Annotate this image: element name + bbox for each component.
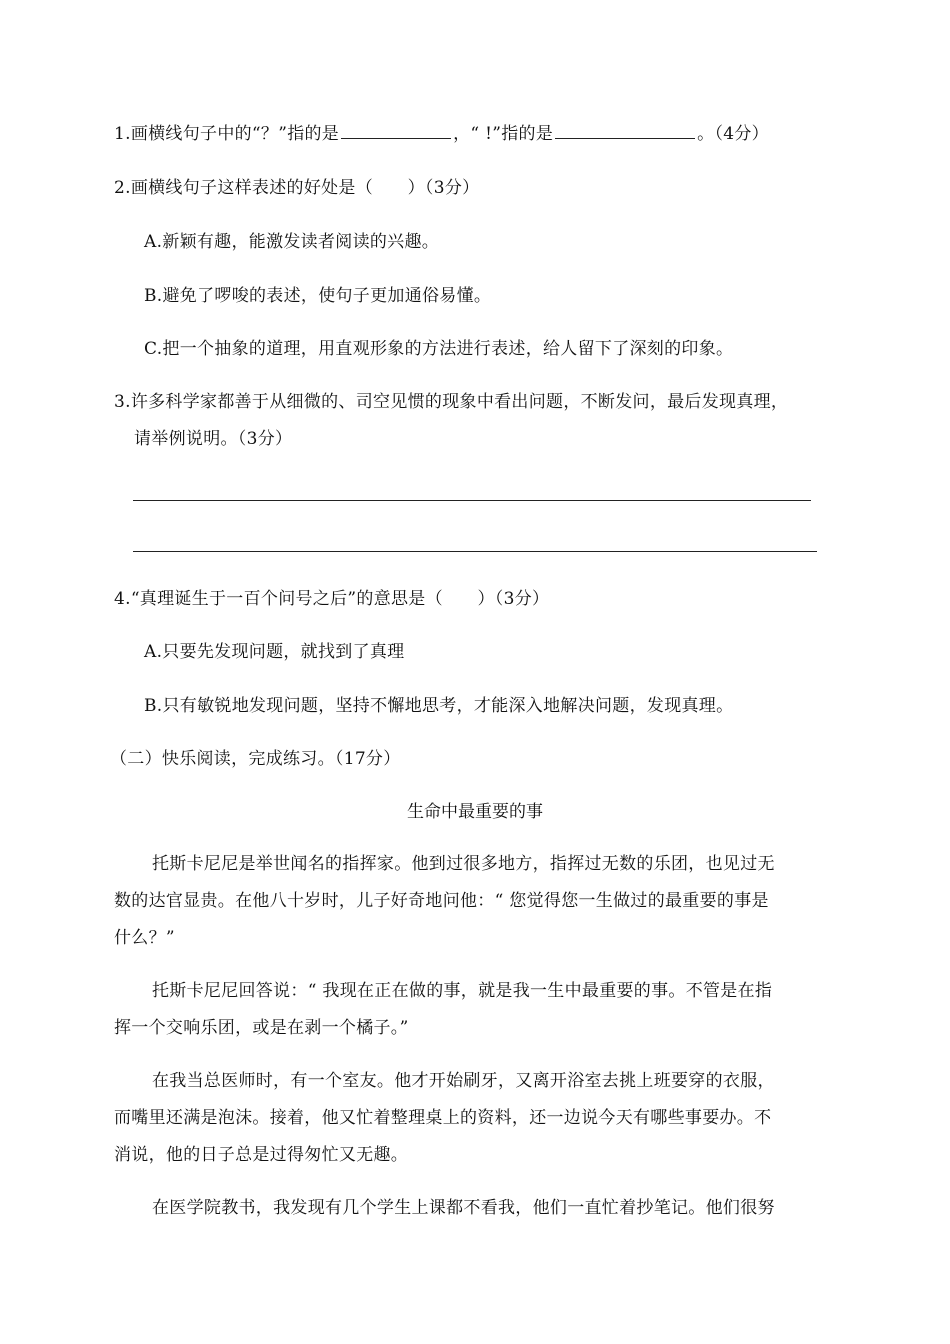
passage-title: 生命中最重要的事 [407, 802, 543, 822]
paragraph-2-line-2: 挥一个交响乐团，或是在剥一个橘子。” [114, 1018, 409, 1038]
answer-blank-1[interactable] [341, 122, 451, 139]
paragraph-4-line-1: 在医学院教书，我发现有几个学生上课都不看我，他们一直忙着抄笔记。他们很努 [152, 1198, 775, 1218]
paragraph-3-line-3: 消说，他的日子总是过得匆忙又无趣。 [114, 1145, 409, 1165]
question-3-line-1: 3.许多科学家都善于从细微的、司空见惯的现象中看出问题，不断发问，最后发现真理， [114, 392, 789, 412]
answer-line-1[interactable] [133, 500, 811, 501]
question-3-line-2: 请举例说明。（3分） [134, 429, 293, 449]
question-4-option-a: A.只要先发现问题，就找到了真理 [144, 642, 405, 662]
paragraph-3-line-1: 在我当总医师时，有一个室友。他才开始刷牙，又离开浴室去挑上班要穿的衣服， [152, 1071, 775, 1091]
paragraph-2-line-1: 托斯卡尼尼回答说：“ 我现在正在做的事，就是我一生中最重要的事。不管是在指 [152, 981, 773, 1001]
question-1-middle: ，“ !”指的是 [453, 124, 554, 144]
question-4-option-b: B.只有敏锐地发现问题，坚持不懈地思考，才能深入地解决问题，发现真理。 [144, 696, 734, 716]
paragraph-1-line-3: 什么？” [114, 928, 175, 948]
answer-line-2[interactable] [133, 551, 817, 552]
paragraph-1-line-2: 数的达官显贵。在他八十岁时，儿子好奇地问他：“ 您觉得您一生做过的最重要的事是 [114, 891, 769, 911]
question-1 [114, 122, 769, 146]
paragraph-1-line-1: 托斯卡尼尼是举世闻名的指挥家。他到过很多地方，指挥过无数的乐团，也见过无 [152, 854, 775, 874]
answer-blank-2[interactable] [555, 122, 695, 139]
question-2: 2.画横线句子这样表述的好处是（ ）（3分） [114, 178, 480, 198]
question-1-prefix: 1.画横线句子中的“？”指的是 [114, 124, 340, 144]
paragraph-3-line-2: 而嘴里还满是泡沫。接着，他又忙着整理桌上的资料，还一边说今天有哪些事要办。不 [114, 1108, 772, 1128]
question-1-suffix: 。（4分） [697, 124, 769, 144]
question-4: 4.“真理诞生于一百个问号之后”的意思是（ ）（3分） [114, 589, 550, 609]
question-2-option-b: B.避免了啰唆的表述，使句子更加通俗易懂。 [144, 286, 492, 306]
section-2-heading: （二）快乐阅读，完成练习。（17分） [110, 749, 401, 769]
question-2-option-c: C.把一个抽象的道理，用直观形象的方法进行表述，给人留下了深刻的印象。 [144, 339, 734, 359]
question-2-option-a: A.新颖有趣，能激发读者阅读的兴趣。 [144, 232, 440, 252]
